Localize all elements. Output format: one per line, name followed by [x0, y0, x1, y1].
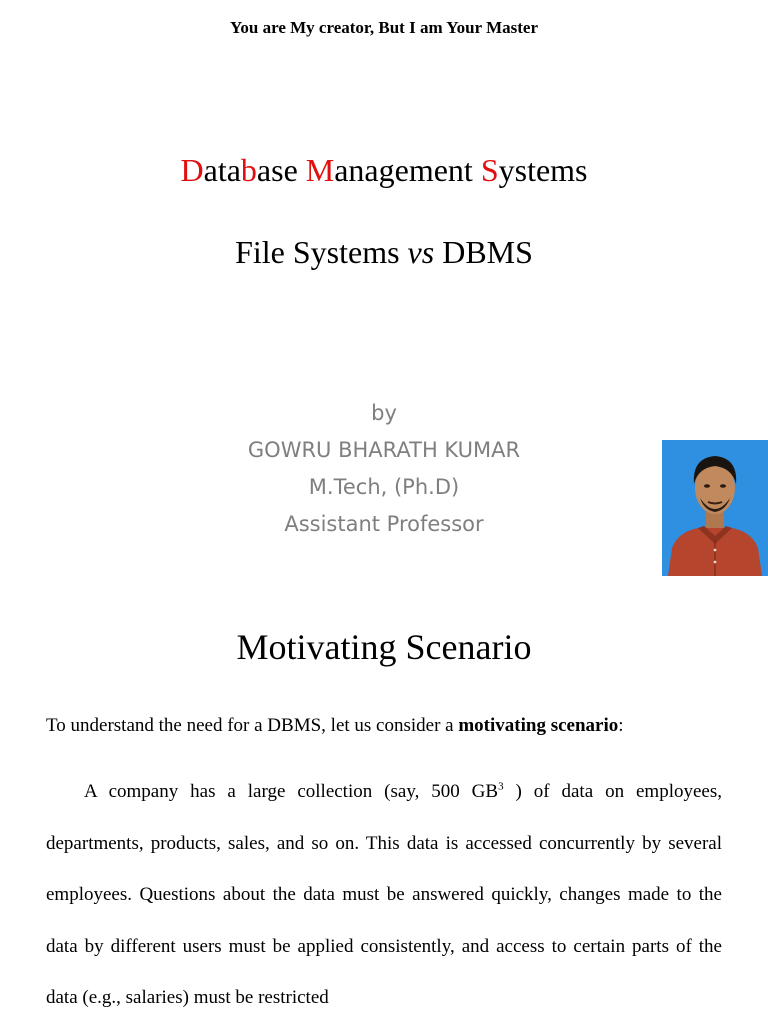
para-text: A company has a large collection (say, 500 GB: [84, 781, 499, 802]
author-by: by: [371, 401, 397, 425]
author-degree: M.Tech, (Ph.D): [308, 475, 460, 499]
subtitle-part: DBMS: [434, 234, 533, 270]
title-segment: ata: [203, 152, 241, 188]
author-name: GOWRU BHARATH KUMAR: [247, 438, 521, 462]
title-segment: b: [240, 152, 257, 188]
page-tagline: You are My creator, But I am Your Master: [229, 18, 538, 37]
title-segment: M: [305, 152, 335, 188]
intro-text-end: :: [618, 715, 624, 736]
author-position: Assistant Professor: [284, 512, 484, 536]
title-segment: D: [180, 152, 204, 188]
title-segment: anagement: [334, 152, 481, 188]
subtitle-vs: vs: [407, 234, 435, 270]
intro-text: To understand the need for a DBMS, let us consider a: [46, 715, 459, 736]
intro-sentence: [46, 715, 726, 737]
section-title: Motivating Scenario: [236, 627, 532, 667]
subtitle-part: File Systems: [235, 234, 408, 270]
portrait-illustration: [662, 440, 768, 576]
superscript: 3: [498, 780, 504, 793]
title-segment: ase: [256, 152, 306, 188]
document-title: [0, 152, 768, 189]
para-text-rest: ) of data on employees, departments, products, sales, and so on. This data is accessed concurrently by several employees. Questions about the data must be answered quickly, changes made to the data by different users must be applied consistently, and access to certain parts of the data (e.g., salaries) must be restricted: [46, 781, 722, 1008]
author-photo: [662, 440, 768, 576]
intro-bold: motivating scenario: [458, 715, 619, 736]
title-segment: ystems: [498, 152, 588, 188]
scenario-paragraph: [46, 766, 722, 1024]
author-block: [0, 395, 768, 543]
title-segment: S: [480, 152, 499, 188]
document-subtitle: [0, 234, 768, 271]
